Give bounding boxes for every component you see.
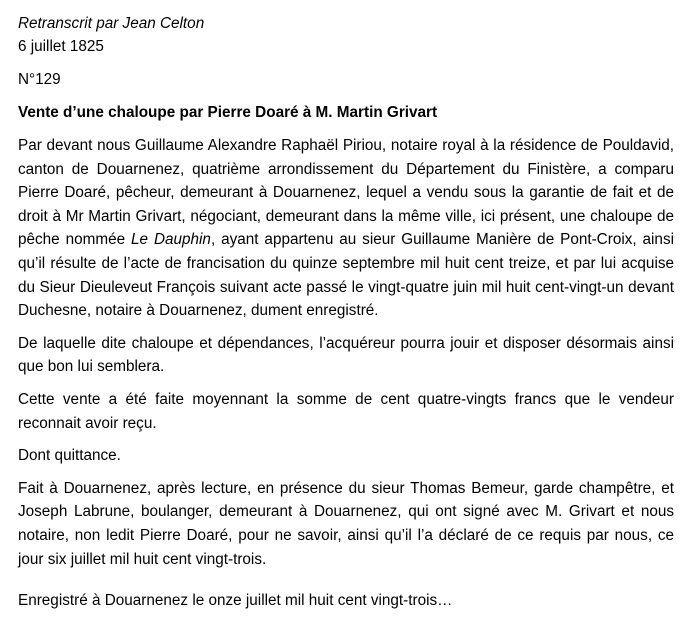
spacer <box>18 571 674 580</box>
spacer <box>18 580 674 589</box>
spacer <box>18 468 674 477</box>
paragraph-sale-terms <box>18 134 674 323</box>
paragraph-sale-terms-part2: , ayant appartenu au sieur Guillaume Manière de Pont-Croix, ainsi qu’il résulte de l’acte de francisation du quinze septembre mil huit cent treize, et par lui acquise du Sieur Dieuleveut François suivant acte passé le vingt-quatre juin mil huit cent-vingt-un devant Duchesne, notaire à Douarnenez, dument enregistré. <box>18 231 674 320</box>
spacer <box>18 58 674 68</box>
spacer <box>18 435 674 444</box>
spacer <box>18 379 674 388</box>
document-page <box>18 12 674 613</box>
spacer <box>18 323 674 332</box>
document-title: Vente d’une chaloupe par Pierre Doaré à M. Martin Grivart <box>18 104 438 121</box>
paragraph-sale-terms-part1: Par devant nous Guillaume Alexandre Raphaël Piriou, notaire royal à la résidence de Pouldavid, canton de Douarnenez, quatrième arrondissement du Département du Finistère, a comparu Pierre Doaré, pêcheur, demeurant à Douarnenez, lequel a vendu sous la garantie de fait et de droit à Mr Martin Grivart, négociant, demeurant dans la même ville, ici présent, une chaloupe de pêche nommée <box>18 137 674 249</box>
spacer <box>18 91 674 101</box>
transcriber-note: Retranscrit par Jean Celton <box>18 15 205 32</box>
paragraph-registration: Enregistré à Douarnenez le onze juillet mil huit cent vingt-trois… <box>18 592 453 610</box>
paragraph-receipt: Dont quittance. <box>18 447 121 465</box>
spacer <box>18 124 674 134</box>
paragraph-witnesses: Fait à Douarnenez, après lecture, en présence du sieur Thomas Bemeur, garde champêtre, et Joseph Labrune, boulanger, demeurant à Douarnenez, qui ont signé avec M. Grivart et nous notaire, non ledit Pierre Doaré, pour ne savoir, ainsi qu’il l’a déclaré de ce requis par nous, ce jour six juillet mil huit cent vingt-trois. <box>18 479 674 568</box>
document-number: N°129 <box>18 71 61 88</box>
boat-name: Le Dauphin <box>131 231 211 249</box>
paragraph-possession: De laquelle dite chaloupe et dépendances, l’acquéreur pourra jouir et disposer désormais ainsi que bon lui semblera. <box>18 334 674 376</box>
document-date: 6 juillet 1825 <box>18 38 104 55</box>
paragraph-price: Cette vente a été faite moyennant la somme de cent quatre-vingts francs que le vendeur reconnait avoir reçu. <box>18 390 674 432</box>
